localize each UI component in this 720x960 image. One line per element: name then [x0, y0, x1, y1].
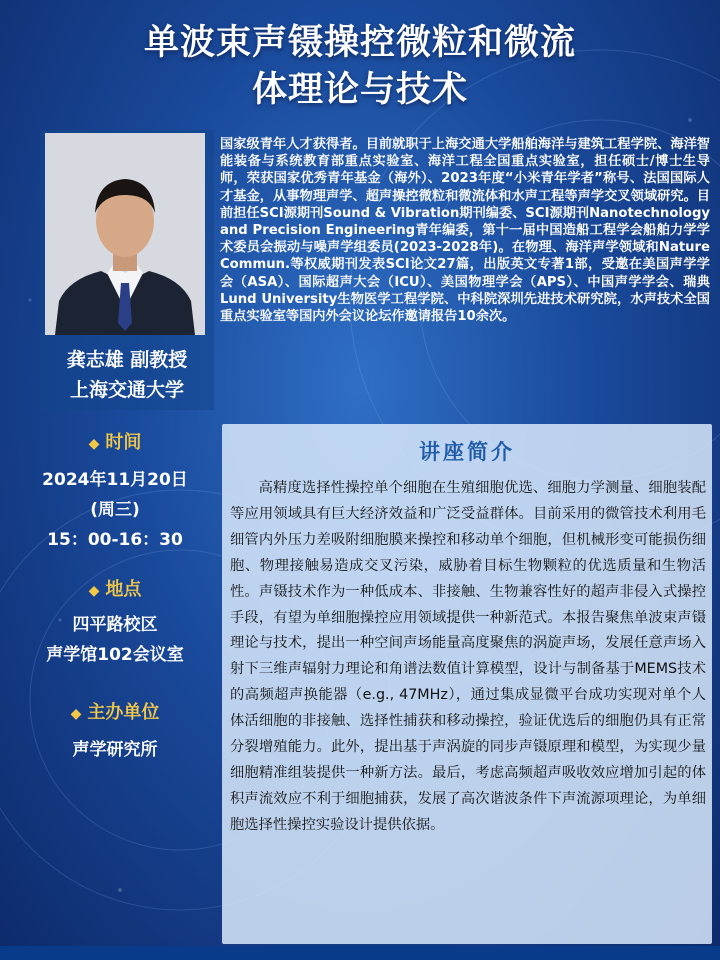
- diamond-icon: ◆: [88, 583, 100, 599]
- lecture-body: 高精度选择性操控单个细胞在生殖细胞优选、细胞力学测量、细胞装配等应用领域具有巨大经济效益和广泛受益群体。目前采用的微管技术利用毛细管内外压力差吸附细胞膜来操控和移动单个细胞，但机械形变可能损伤细胞、物理接触易造成交叉污染，威胁着目标生物颗粒的优选质量和生物活性。声镊技术作为一种低成本、非接触、生物兼容性好的超声非侵入式操控手段，有望为单细胞操控应用领域提供一种新范式。本报告聚焦单波束声镊理论与技术，提出一种空间声场能量高度聚焦的涡旋声场，发展任意声场入射下三维声辐射力理论和角谱法数值计算模型，设计与制备基于MEMS技术的高频超声换能器（e.g., 47MHz），通过集成显微平台成功实现对单个人体活细胞的非接触、选择性捕获和移动操控，验证优选后的细胞仍具有正常分裂增殖能力。此外，提出基于声涡旋的同步声镊原理和模型，为实现少量细胞精准组装提供一种新方法。最后，考虑高频超声吸收效应增加引起的体积声流效应不利于细胞捕获，发展了高次谐波条件下声流源项理论，为单细胞选择性操控实验设计提供依据。: [230, 480, 706, 833]
- event-time: 15：00-16：30: [47, 530, 183, 550]
- speaker-name-title: 龚志雄 副教授: [66, 349, 188, 371]
- page-title: [0, 20, 720, 114]
- event-info: [15, 430, 215, 765]
- bottom-bar: [0, 946, 720, 960]
- time-heading: ◆ 时间: [88, 432, 142, 453]
- title-line-1: 单波束声镊操控微粒和微流: [143, 23, 576, 63]
- location-heading: ◆ 地点: [88, 579, 142, 600]
- event-weekday: (周三): [90, 500, 140, 520]
- lecture-heading: 讲座简介: [419, 440, 515, 464]
- speaker-affiliation: 上海交通大学: [69, 379, 184, 401]
- location-line-2: 声学馆102会议室: [46, 645, 184, 665]
- speaker-bio: 国家级青年人才获得者。目前就职于上海交通大学船舶海洋与建筑工程学院、海洋智能装备与系统教育部重点实验室、海洋工程全国重点实验室，担任硕士/博士生导师，荣获国家优秀青年基金（海外）、2023年度“小米青年学者”称号、法国国际人才基金，从事物理声学、超声操控微粒和微流体和水声工程等声学交叉领域研究。目前担任SCI源期刊Sound & Vibration期刊编委、SCI源期刊Nanotechnology and Precision Engineering青年编委，第十一届中国造船工程学会船舶力学学术委员会振动与噪声学组委员(2023-2028年)。在物理、海洋声学领域和Nature Commun.等权威期刊发表SCI论文27篇，出版英文专著1部，受邀在美国声学学会（ASA）、国际超声大会（ICU）、美国物理学会（APS）、中国声学学会、瑞典Lund University生物医学工程学院、中科院深圳先进技术研究院，水声技术全国重点实验室等国内外会议论坛作邀请报告10余次。: [220, 137, 710, 325]
- organizer-heading: ◆ 主办单位: [70, 702, 160, 723]
- event-date: 2024年11月20日: [42, 470, 188, 490]
- diamond-icon: ◆: [70, 706, 82, 722]
- speaker-photo: [45, 133, 205, 335]
- organizer-name: 声学研究所: [72, 740, 158, 760]
- location-line-1: 四平路校区: [72, 615, 158, 635]
- speaker-info: [40, 345, 214, 405]
- title-line-2: 体理论与技术: [251, 70, 468, 110]
- diamond-icon: ◆: [88, 436, 100, 452]
